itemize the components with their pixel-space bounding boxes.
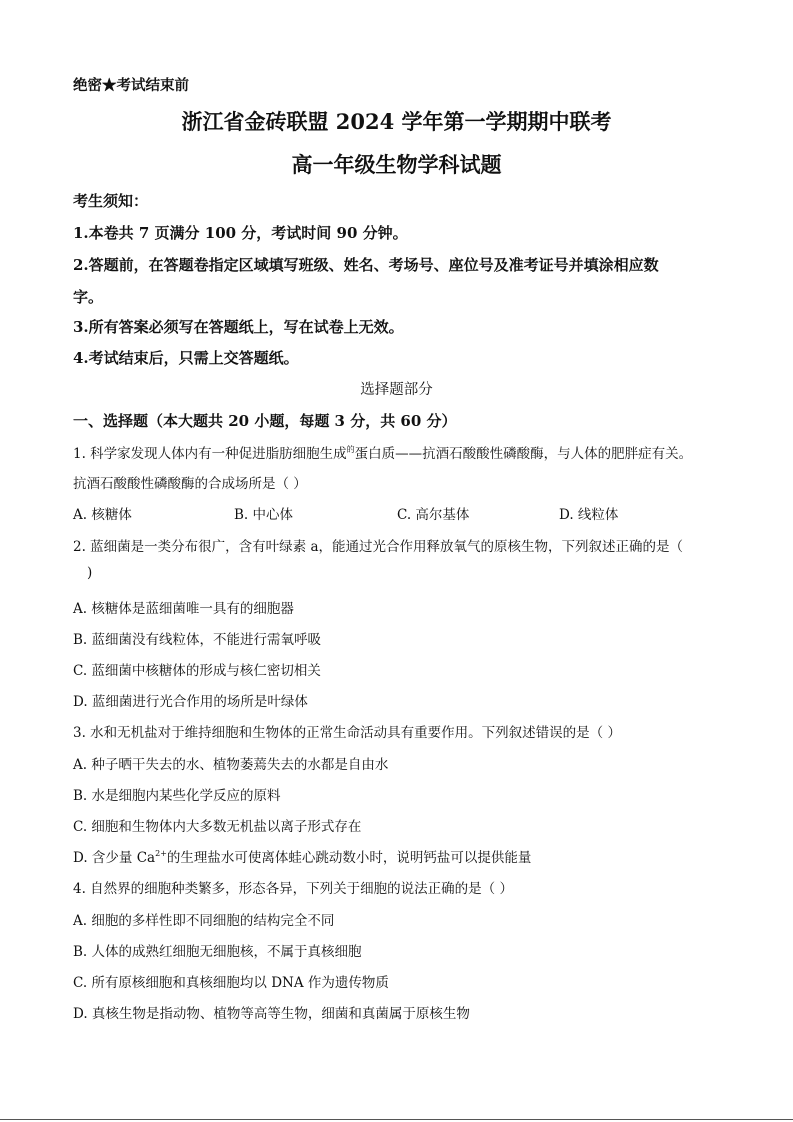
- option-d: [73, 846, 531, 866]
- question-text: 蛋白质——抗酒石酸酸性磷酸酶，与人体的肥胖症有关。: [354, 446, 693, 462]
- option-a: A. 种子晒干失去的水、植物萎蔫失去的水都是自由水: [73, 757, 389, 773]
- option-b: B. 水是细胞内某些化学反应的原料: [73, 788, 281, 804]
- option-text: D. 含少量 Ca: [73, 850, 156, 866]
- section-part-title: 选择题部分: [360, 382, 433, 398]
- option-c: C. 所有原核细胞和真核细胞均以 DNA 作为遗传物质: [73, 975, 389, 991]
- option-b: B. 蓝细菌没有线粒体，不能进行需氧呼吸: [73, 632, 322, 648]
- option-a: A. 核糖体是蓝细菌唯一具有的细胞器: [73, 601, 294, 617]
- notice-item: 1.本卷共 7 页满分 100 分，考试时间 90 分钟。: [73, 224, 408, 242]
- question-2-stem: 2. 蓝细菌是一类分布很广，含有叶绿素 a，能通过光合作用释放氧气的原核生物，下列叙述正确的是（: [73, 539, 684, 555]
- option-c: C. 高尔基体: [397, 507, 470, 523]
- option-b: B. 中心体: [234, 507, 294, 523]
- option-d: D. 真核生物是指动物、植物等高等生物，细菌和真菌属于原核生物: [73, 1006, 470, 1022]
- option-text: 的生理盐水可使离体蛙心跳动数小时，说明钙盐可以提供能量: [166, 850, 532, 866]
- option-d: D. 蓝细菌进行光合作用的场所是叶绿体: [73, 694, 308, 710]
- option-b: B. 人体的成熟红细胞无细胞核，不属于真核细胞: [73, 944, 362, 960]
- notice-item: 字。: [73, 288, 104, 306]
- question-text: 1. 科学家发现人体内有一种促进脂肪细胞生成: [73, 446, 347, 462]
- confidential-label: 绝密★考试结束前: [73, 77, 189, 94]
- exam-subtitle: 高一年级生物学科试题: [291, 152, 502, 177]
- question-4-stem: 4. 自然界的细胞种类繁多，形态各异，下列关于细胞的说法正确的是（ ）: [73, 881, 513, 897]
- notice-item: 2.答题前，在答题卷指定区域填写班级、姓名、考场号、座位号及准考证号并填涂相应数: [73, 256, 659, 274]
- notice-heading: 考生须知：: [73, 192, 149, 210]
- question-2-stem-line2: ): [87, 565, 93, 581]
- option-c: C. 细胞和生物体内大多数无机盐以离子形式存在: [73, 819, 362, 835]
- question-3-stem: 3. 水和无机盐对于维持细胞和生物体的正常生命活动具有重要作用。下列叙述错误的是（ ）: [73, 725, 621, 741]
- question-mark: 的: [346, 445, 355, 454]
- option-a: A. 细胞的多样性即不同细胞的结构完全不同: [73, 913, 335, 929]
- superscript-charge: 2+: [155, 849, 167, 858]
- question-1-stem-line2: 抗酒石酸酸性磷酸酶的合成场所是（ ）: [73, 476, 307, 492]
- notice-item: 4.考试结束后，只需上交答题纸。: [73, 349, 299, 367]
- option-d: D. 线粒体: [559, 507, 619, 523]
- section-heading: 一、选择题（本大题共 20 小题，每题 3 分，共 60 分）: [73, 412, 457, 430]
- notice-item: 3.所有答案必须写在答题纸上，写在试卷上无效。: [73, 318, 404, 336]
- exam-title: 浙江省金砖联盟 2024 学年第一学期期中联考: [181, 109, 612, 134]
- question-1-stem: [73, 442, 692, 462]
- option-a: A. 核糖体: [73, 507, 132, 523]
- page-bottom-divider: [0, 1119, 793, 1120]
- option-c: C. 蓝细菌中核糖体的形成与核仁密切相关: [73, 663, 321, 679]
